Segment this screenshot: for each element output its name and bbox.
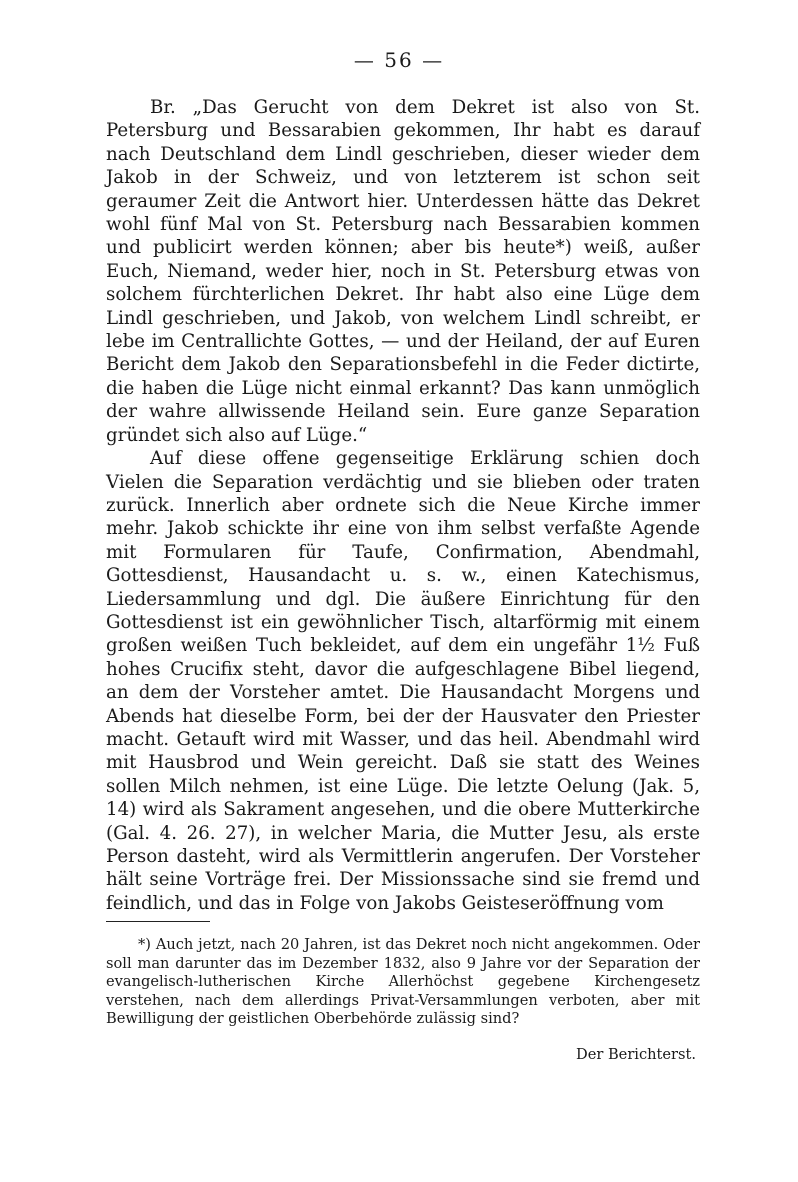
footnote-separator [106, 921, 210, 922]
footnote-text: *) Auch jetzt, nach 20 Jahren, ist das Dekret noch nicht angekommen. Oder soll man darunter das im Dezember 1832, also 9 Jahre vor der Separation der evangelisch-lutherischen Kirche Allerhöchst gegebene Kirchengesetz verstehen, nach dem allerdings Privat-Versammlungen verboten, aber mit Bewilligung der geistlichen Oberbehörde zulässig sind? [106, 936, 700, 1028]
paragraph-1: Br. „Das Gerucht von dem Dekret ist also von St. Petersburg und Bessarabien gekommen, Ihr habt es darauf nach Deutschland dem Lindl geschrieben, dieser wieder dem Jakob in der Schweiz, und von letzterem ist schon seit geraumer Zeit die Antwort hier. Unterdessen hätte das Dekret wohl fünf Mal von St. Petersburg nach Bessarabien kommen und publicirt werden können; aber bis heute*) weiß, außer Euch, Niemand, weder hier, noch in St. Petersburg etwas von solchem fürchterlichen Dekret. Ihr habt also eine Lüge dem Lindl geschrieben, und Jakob, von welchem Lindl schreibt, er lebe im Centrallichte Gottes, — und der Heiland, der auf Euren Bericht dem Jakob den Separationsbefehl in die Feder dictirte, die haben die Lüge nicht einmal erkannt? Das kann unmöglich der wahre allwissende Heiland sein. Eure ganze Separation gründet sich also auf Lüge.“ [106, 97, 700, 446]
footnote-signature: Der Berichterst. [576, 1046, 696, 1063]
page-number: — 56 — [353, 48, 445, 72]
footnote [106, 936, 700, 1029]
main-text [106, 96, 700, 915]
paragraph-2: Auf diese offene gegenseitige Erklärung schien doch Vielen die Separation verdächtig und sie blieben oder traten zurück. Innerlich aber ordnete sich die Neue Kirche immer mehr. Jakob schickte ihr eine von ihm selbst verfaßte Agende mit Formularen für Taufe, Confirmation, Abendmahl, Gottesdienst, Hausandacht u. s. w., einen Katechismus, Liedersammlung und dgl. Die äußere Einrichtung für den Gottesdienst ist ein gewöhnlicher Tisch, altarförmig mit einem großen weißen Tuch bekleidet, auf dem ein ungefähr 1½ Fuß hohes Crucifix steht, davor die aufgeschlagene Bibel liegend, an dem der Vorsteher amtet. Die Hausandacht Morgens und Abends hat dieselbe Form, bei der der Hausvater den Priester macht. Getauft wird mit Wasser, und das heil. Abendmahl wird mit Hausbrod und Wein gereicht. Daß sie statt des Weines sollen Milch nehmen, ist eine Lüge. Die letzte Oelung (Jak. 5, 14) wird als Sakrament angesehen, und die obere Mutterkirche (Gal. 4. 26. 27), in welcher Maria, die Mutter Jesu, als erste Person dasteht, wird als Vermittlerin angerufen. Der Vorsteher hält seine Vorträge frei. Der Missionssache sind sie fremd und feindlich, und das in Folge von Jakobs Geisteseröffnung vom [106, 448, 700, 914]
